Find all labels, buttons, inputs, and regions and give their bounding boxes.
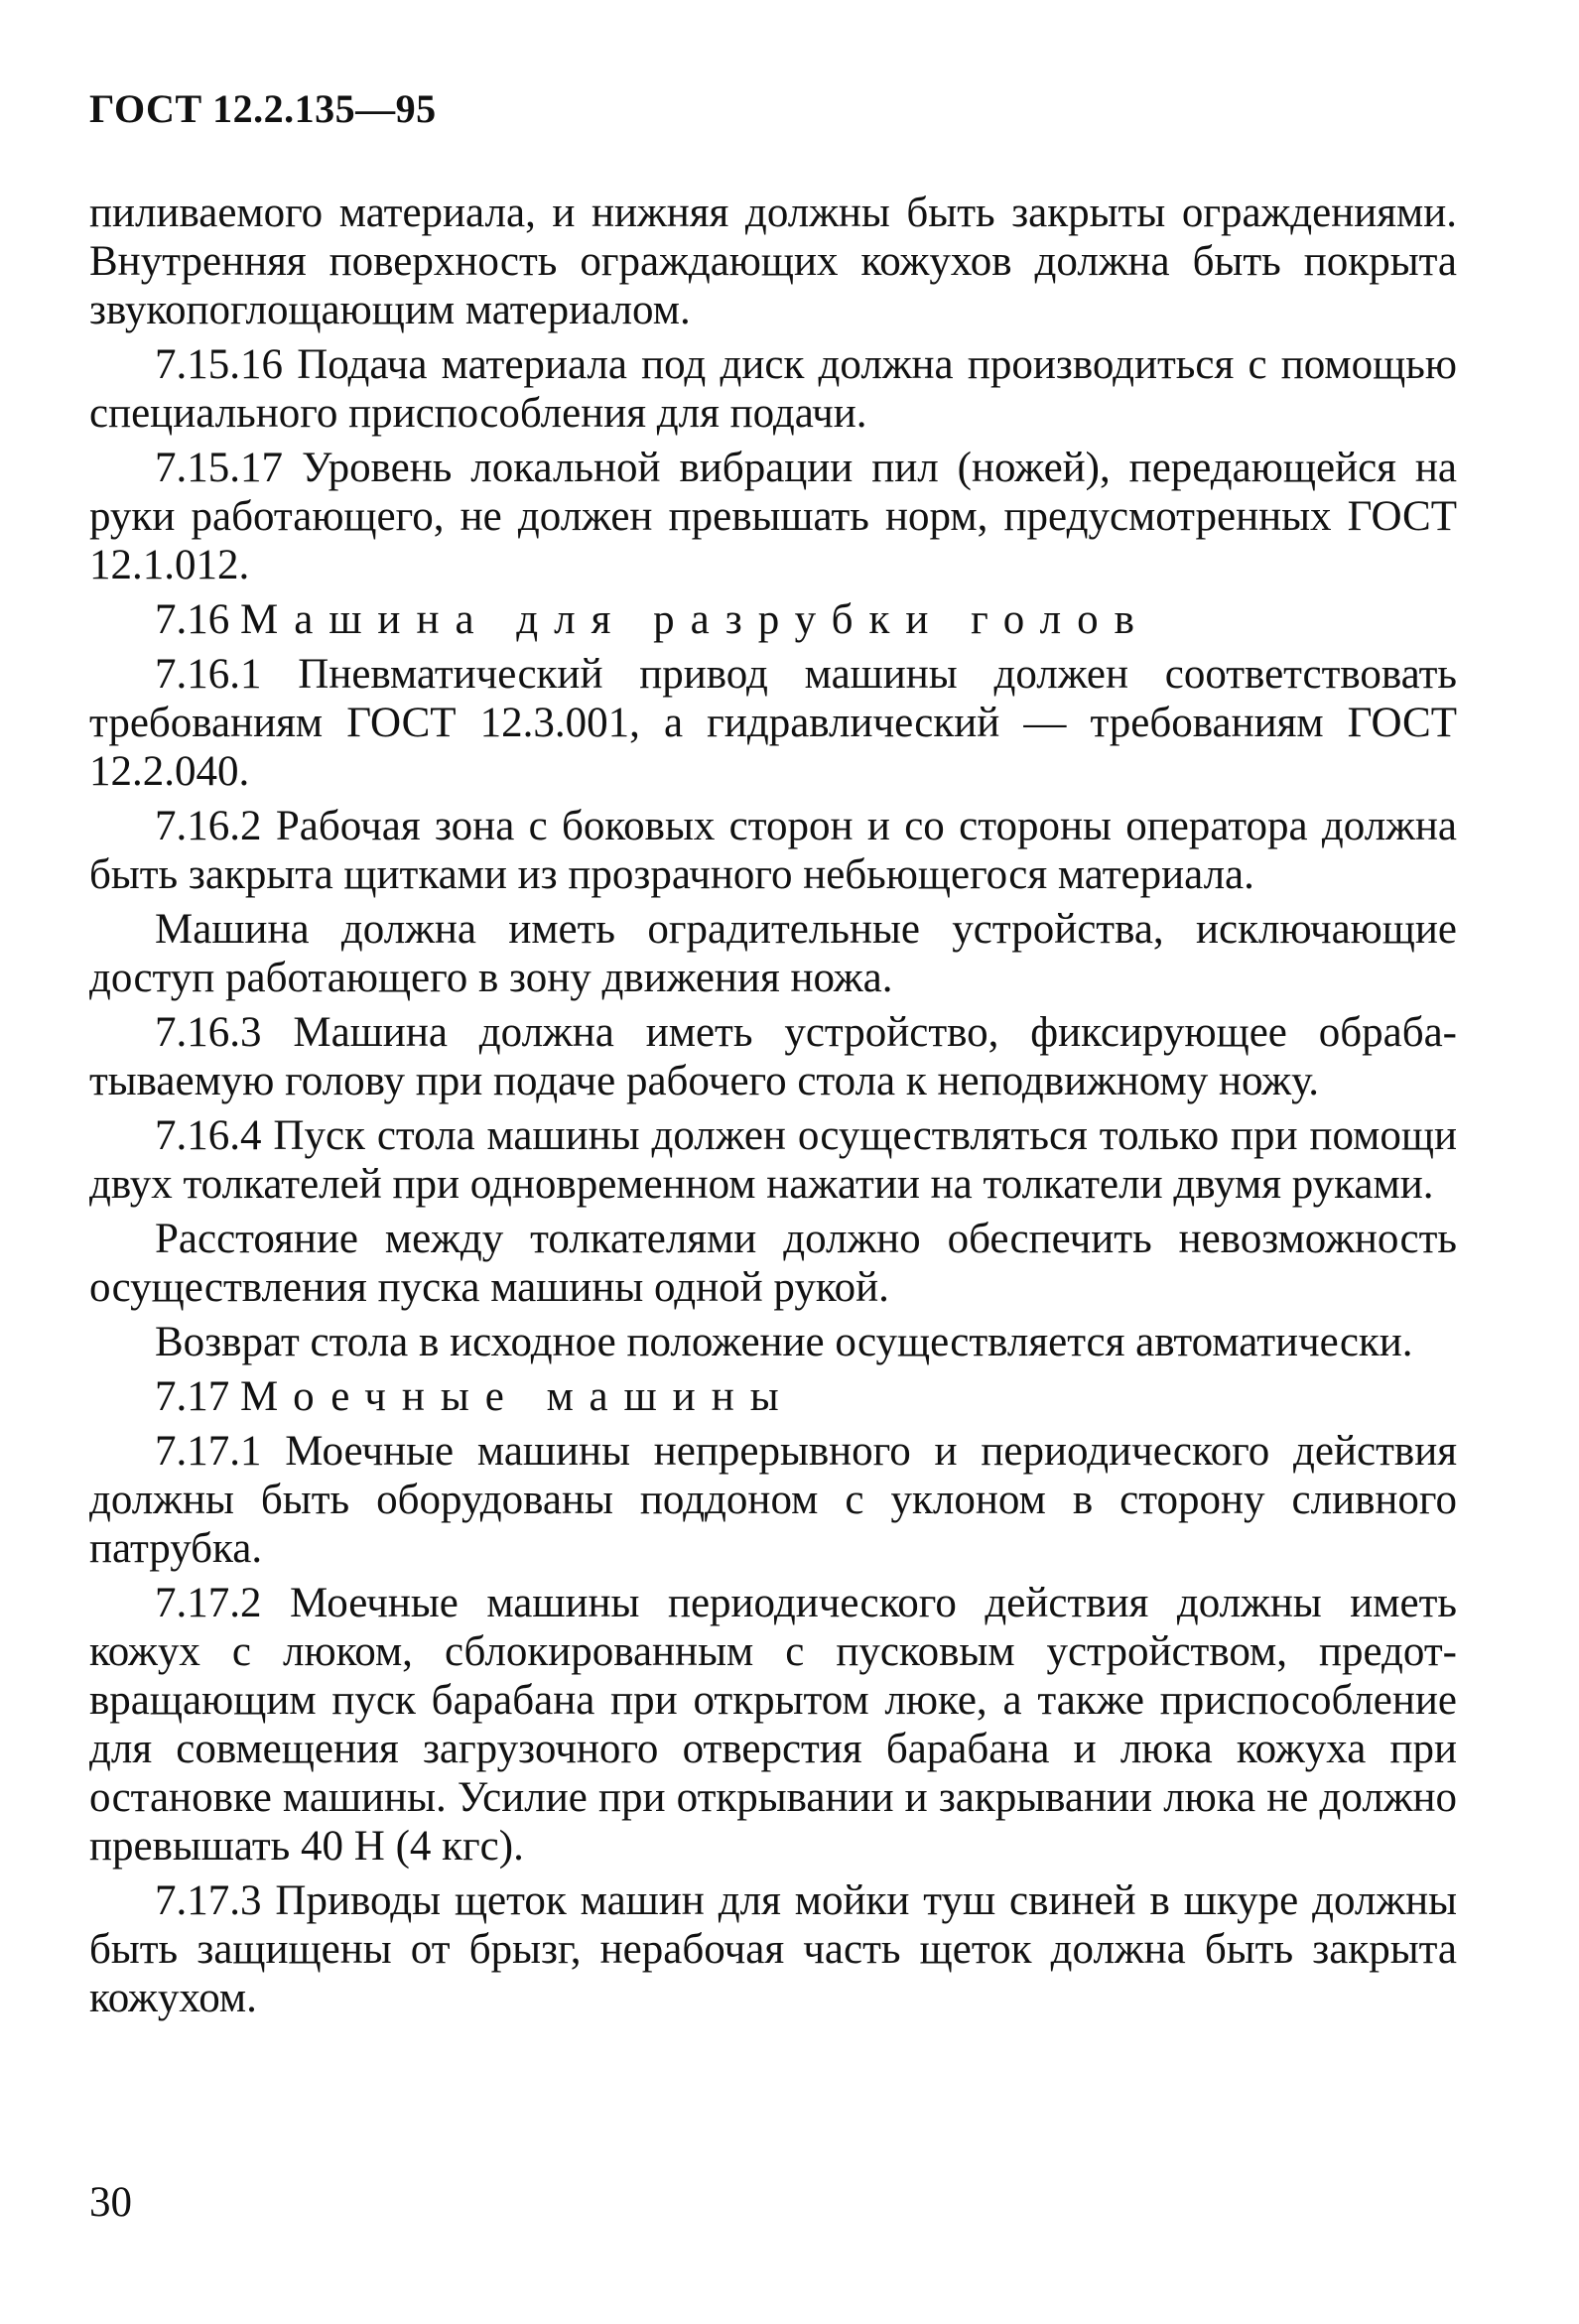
body-paragraph: 7.16.4 Пуск стола машины должен осуществляться только при помощи двух толкателей при одновременном нажатии на толкатели двумя руками. — [89, 1112, 1457, 1208]
body-paragraph: пиливаемого материала, и нижняя должны быть закрыты ограждениями. Внутренняя поверхность ограждающих кожухов должна быть покрыта звукопоглощающим материалом. — [89, 190, 1457, 333]
body-paragraph: 7.17.1 Моечные машины непрерывного и периодического действия должны быть оборудованы поддоном с уклоном в сторону сливного патрубка. — [89, 1428, 1457, 1572]
body-paragraph: 7.15.17 Уровень локальной вибрации пил (ножей), передающейся на руки работающего, не должен превышать норм, предусмотренных ГОСТ 12.1.012. — [89, 445, 1457, 588]
section-heading — [89, 1372, 1457, 1421]
body-paragraph: 7.16.2 Рабочая зона с боковых сторон и со стороны оператора должна быть закрыта щитками из прозрачного небьющегося материала. — [89, 803, 1457, 898]
body-paragraph: 7.15.16 Подача материала под диск должна производиться с помощью специального приспособления для подачи. — [89, 341, 1457, 437]
document-body — [89, 189, 1457, 2028]
page-number: 30 — [89, 2179, 132, 2226]
body-paragraph: Машина должна иметь оградительные устройства, исключающие доступ работающего в зону движения ножа. — [89, 906, 1457, 1001]
section-heading-title: Моечные машины — [240, 1373, 795, 1420]
body-paragraph: Расстояние между толкателями должно обеспечить невозможность осуществления пуска машины одной рукой. — [89, 1216, 1457, 1311]
section-heading-number: 7.16 — [155, 596, 230, 643]
body-paragraph: 7.16.1 Пневматический привод машины должен соответствовать требованиям ГОСТ 12.3.001, а гидравлический — требованиям ГОСТ 12.2.040. — [89, 651, 1457, 795]
document-code-header: ГОСТ 12.2.135—95 — [89, 86, 437, 131]
section-heading — [89, 595, 1457, 644]
section-heading-number: 7.17 — [155, 1373, 230, 1420]
body-paragraph: 7.16.3 Машина должна иметь устройство, фиксирующее обрабатываемую голову при подаче рабочего стола к неподвижному ножу. — [89, 1009, 1457, 1104]
body-paragraph: Возврат стола в исходное положение осуществляется автоматически. — [155, 1319, 1413, 1365]
body-paragraph: 7.17.2 Моечные машины периодического действия должны иметь кожух с люком, сблокированным с пусковым устройством, предотвращающим пуск барабана при открытом люке, а также приспособление для совмещения загрузочного отверстия барабана и люка кожуха при остановке машины. Усилие при открывании и закрывании люка не должно превышать 40 Н (4 кгс). — [89, 1580, 1457, 1870]
section-heading-title: Машина для разрубки голов — [240, 596, 1150, 643]
body-paragraph: 7.17.3 Приводы щеток машин для мойки туш свиней в шкуре должны быть защищены от брызг, нерабочая часть щеток должна быть закрыта кожухом. — [89, 1877, 1457, 2021]
document-page — [89, 0, 1459, 2324]
